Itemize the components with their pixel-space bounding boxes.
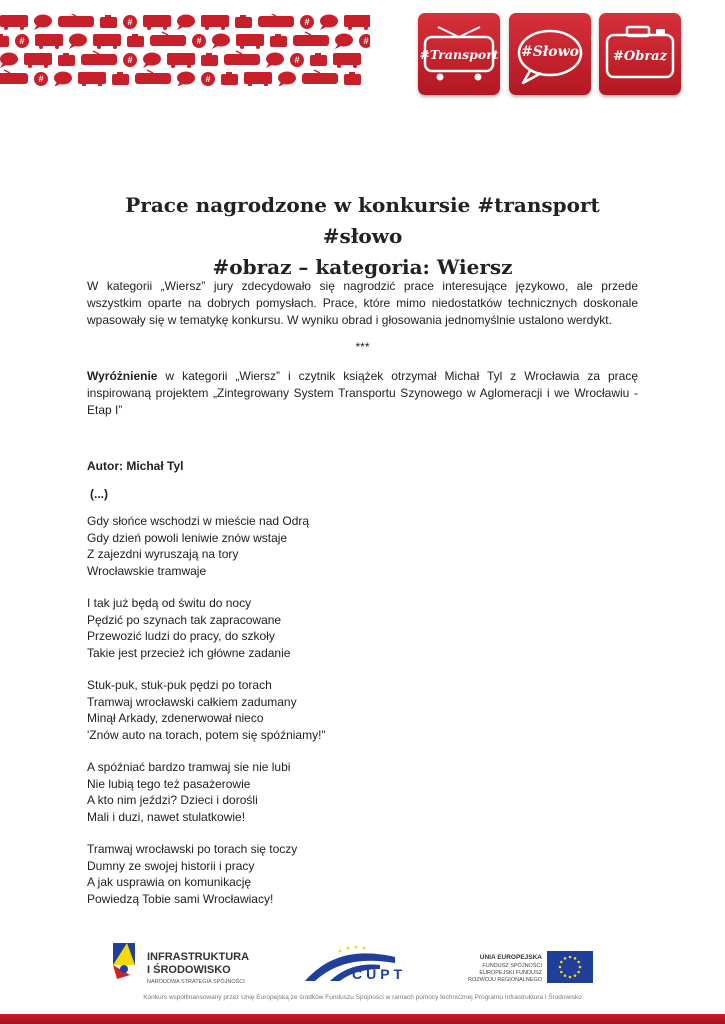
slowo-badge <box>509 13 591 95</box>
poem-title: (...) <box>90 487 108 501</box>
header-icon-pattern <box>0 14 370 86</box>
eu-star <box>577 971 580 974</box>
poem-line: 'Znów auto na torach, potem się spóźniamy!" <box>87 727 326 742</box>
poem-line: Gdy słońce wschodzi w mieście nad Odrą <box>87 514 310 528</box>
svg-text:#: # <box>294 55 300 65</box>
poem-line: I tak już będą od świtu do nocy <box>87 596 252 610</box>
poem-line: Stuk-puk, stuk-puk pędzi po torach <box>87 678 272 692</box>
eu-star <box>560 971 563 974</box>
award-text: w kategorii „Wiersz” i czytnik książek otrzymał Michał Tyl z Wrocławia za pracę inspirowaną projektem „Zintegrowany System Transportu Szynowego w Aglomeracji i we Wrocławiu - Etap I” <box>87 369 638 417</box>
eu-star <box>560 961 563 964</box>
separator: *** <box>355 340 370 354</box>
eu-star <box>574 974 577 977</box>
poem-line: Mali i duzi, nawet stulatkowie! <box>87 809 246 824</box>
infrastruktura-logo <box>113 943 249 985</box>
poem-line: Tramwaj wrocławski całkiem zadumany <box>87 694 297 709</box>
footer-logos <box>0 935 725 1024</box>
intro-paragraph: W kategorii „Wiersz” jury zdecydowało się nagrodzić prace interesujące językowo, ale przede wszystkim oparte na dobrych pomysłach. Prace, które mimo niedostatków technicznych doskonale wpasowały się w tematykę konkursu. W wyniku obrad i głosowania jednomyślnie ustalono werdykt. <box>87 279 638 327</box>
obraz-badge-label: #Obraz <box>613 49 667 64</box>
transport-badge-label: #Transport <box>419 47 499 62</box>
poem-line: Dumny ze swojej historii i pracy <box>87 858 255 873</box>
poem-line: Nie lubią tego też pasażerowie <box>87 776 251 791</box>
title-line-1: Prace nagrodzone w konkursie #transport #słowo <box>125 193 600 248</box>
eu-star <box>569 976 572 979</box>
eu-line-3: EUROPEJSKI FUNDUSZ <box>479 970 542 976</box>
eu-star <box>564 957 567 960</box>
award-bold: Wyróżnienie <box>87 369 158 383</box>
obraz-badge <box>599 13 681 95</box>
footer-note: Konkurs współfinansowany przez Unię Europejską ze środków Funduszu Spójności w ramach pomocy technicznej Programu Infrastruktura i Środowisko <box>143 994 582 1001</box>
poem-line: Z zajezdni wyruszają na tory <box>87 547 239 561</box>
poem-line: Takie jest przecież ich główne zadanie <box>87 645 291 660</box>
transport-badge <box>418 13 500 95</box>
infra-line-1: INFRASTRUKTURA <box>147 951 250 963</box>
slowo-badge-label: #Słowo <box>521 44 579 60</box>
eu-logo <box>468 951 593 983</box>
poem-line: Przewozić ludzi do pracy, do szkoły <box>87 629 275 643</box>
infra-line-2: I ŚRODOWISKO <box>147 964 231 976</box>
poem-line: Wrocławskie tramwaje <box>87 563 207 578</box>
bottom-bar <box>0 1014 725 1024</box>
eu-star <box>564 974 567 977</box>
eu-line-1: UNIA EUROPEJSKA <box>479 954 542 961</box>
svg-text:#: # <box>127 55 133 65</box>
poem-line: Powiedzą Tobie sami Wrocławiacy! <box>87 891 274 906</box>
cupt-logo <box>305 946 406 982</box>
poem-line: Minął Arkady, zdenerwował nieco <box>87 711 264 725</box>
author: Autor: Michał Tyl <box>87 459 184 473</box>
eu-star <box>559 966 562 969</box>
eu-line-2: FUNDUSZ SPÓJNOŚCI <box>482 963 542 969</box>
eu-star <box>574 957 577 960</box>
page-title <box>88 190 637 283</box>
eu-line-4: ROZWOJU REGIONALNEGO <box>468 977 542 983</box>
svg-text:#: # <box>196 36 202 46</box>
poem-line: A kto nim jeździ? Dzieci i dorośli <box>87 793 258 807</box>
svg-text:#: # <box>363 36 369 46</box>
eu-star <box>569 956 572 959</box>
svg-text:#: # <box>304 17 310 27</box>
eu-star <box>579 966 582 969</box>
infra-line-3: NARODOWA STRATEGIA SPÓJNOŚCI <box>147 979 245 985</box>
poem-line: Pędzić po szynach tak zapracowane <box>87 612 282 627</box>
poem-line: A spóźniać bardzo tramwaj sie nie lubi <box>87 760 291 774</box>
title-line-2: #obraz – kategoria: Wiersz <box>212 255 513 279</box>
poem-line: Tramwaj wrocławski po torach się toczy <box>87 842 298 856</box>
poem-line: Gdy dzień powoli leniwie znów wstaje <box>87 530 288 545</box>
svg-text:#: # <box>205 74 211 84</box>
cupt-text: CUPT <box>352 966 407 982</box>
award-paragraph <box>87 368 638 419</box>
svg-text:#: # <box>38 74 44 84</box>
svg-text:#: # <box>19 36 25 46</box>
svg-text:#: # <box>127 17 133 27</box>
eu-star <box>577 961 580 964</box>
poem-line: A jak usprawia on komunikację <box>87 875 252 889</box>
